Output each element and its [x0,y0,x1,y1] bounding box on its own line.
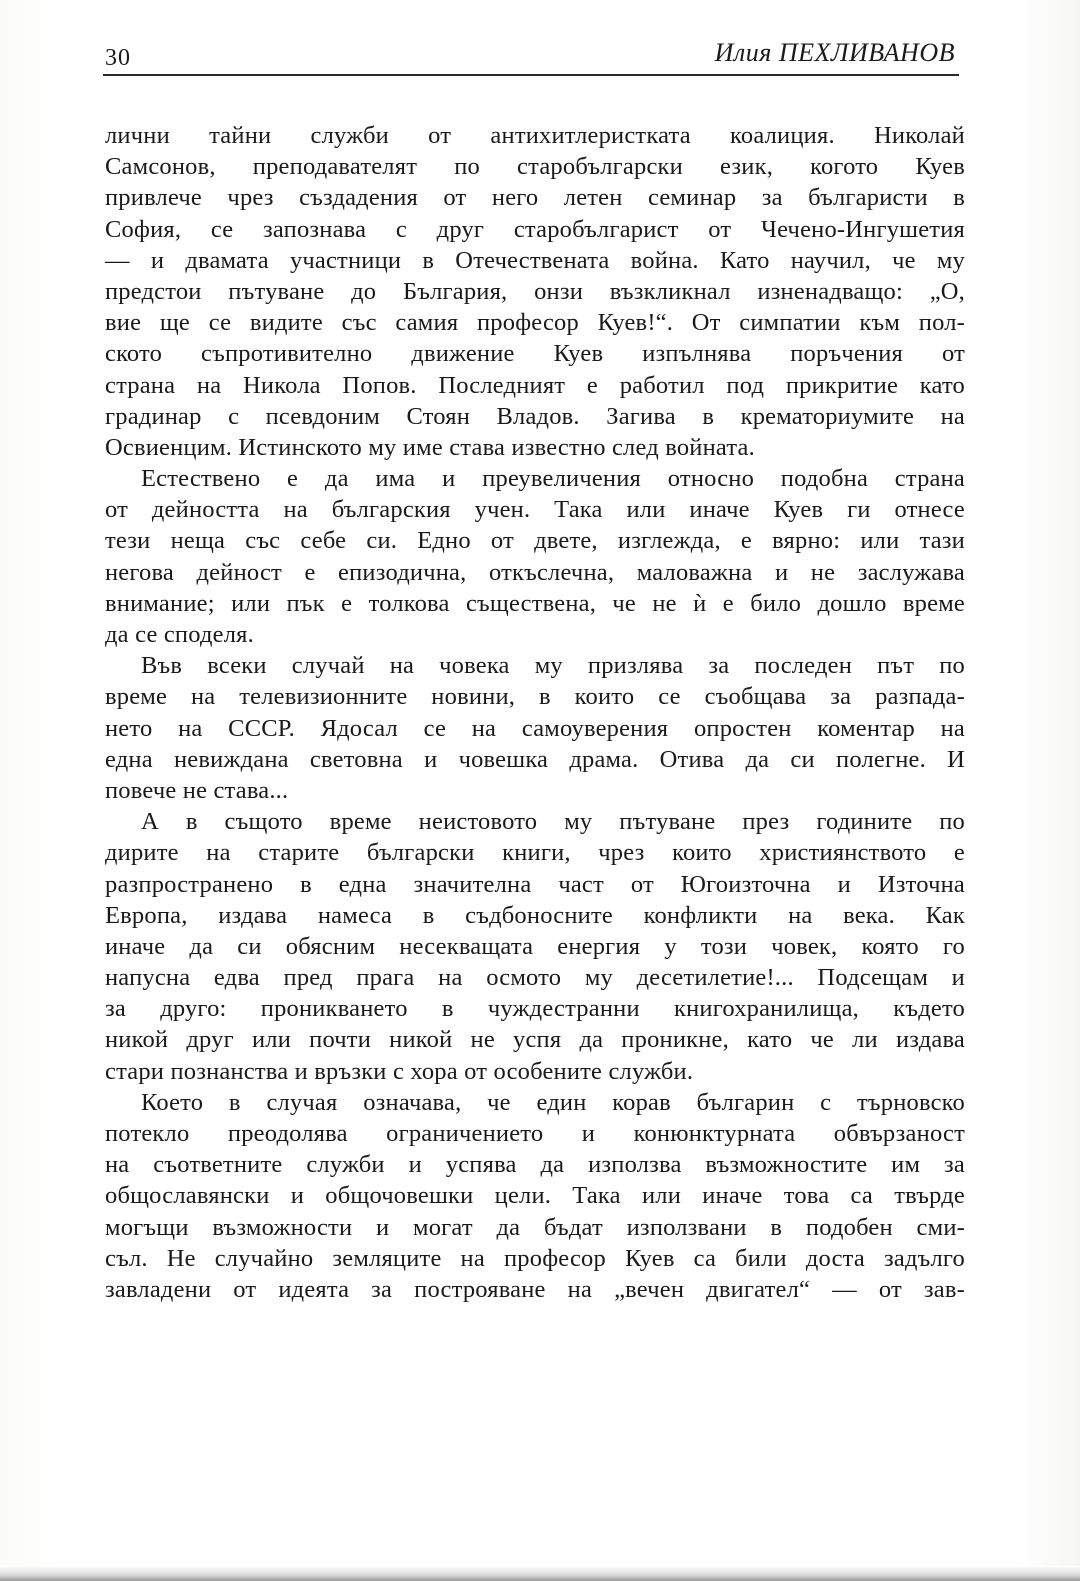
text-line: негова дейност е епизодична, откъслечна, маловажна и не заслужава [105,558,965,586]
text-line: Естествено е да има и преувеличения относно подобна страна [141,465,965,493]
paragraph [105,806,965,1087]
text-line: за друго: проникването в чуждестранни книгохранилища, където [105,995,965,1023]
text-line: градинар с псевдоним Стоян Владов. Загива в крематориумите на [105,402,965,430]
text-line: на съответните служби и успява да използва възможностите им за [105,1151,965,1179]
text-line: страна на Никола Попов. Последният е работил под прикритие като [105,371,965,399]
text-line: Самсонов, преподавателят по старобългарски език, когото Куев [105,153,965,181]
text-line: Което в случая означава, че един корав българин с търновско [141,1088,965,1116]
running-header [103,38,959,76]
text-line: стари познанства и връзки с хора от особените служби. [105,1057,694,1085]
text-line: лични тайни служби от антихитлеристката коалиция. Николай [105,122,965,149]
text-line: Освиенцим. Истинското му име става известно след войната. [105,433,755,461]
page-bottom-edge [0,1566,1080,1581]
text-line: време на телевизионните новини, в които се съобщава за разпада- [105,683,965,711]
text-line: дирите на старите български книги, чрез които християнството е [105,839,965,867]
text-line: — и двамата участници в Отечествената война. Като научил, че му [105,246,965,274]
text-line: А в същото време неистовото му пътуване през годините по [141,808,965,836]
text-line: Във всеки случай на човека му призлява за последен път по [141,652,965,680]
text-line: потекло преодолява ограничението и конюнктурната обвързаност [105,1120,965,1147]
text-line: София, се запознава с друг старобългарист от Чечено-Ингушетия [105,215,965,243]
paragraph [105,650,965,806]
text-line: нето на СССР. Ядосал се на самоуверения опростен коментар на [105,714,965,742]
text-line: могъщи възможности и могат да бъдат използвани в подобен сми- [105,1213,965,1241]
text-line: да се споделя. [105,621,254,648]
text-line: една невиждана световна и човешка драма. Отива да си полегне. И [105,745,965,773]
text-line: тези неща със себе си. Едно от двете, изглежда, е вярно: или тази [105,527,965,555]
text-line: привлече чрез създадения от него летен семинар за българисти в [105,184,965,212]
text-line: внимание; или пък е толкова съществена, че не ѝ е било дошло време [105,589,965,617]
text-line: вие ще се видите със самия професор Куев!“. От симпатии към пол- [105,309,965,337]
text-line: ското съпротивително движение Куев изпълнява поръчения от [105,340,965,368]
text-line: съл. Не случайно земляците на професор Куев са били доста задълго [105,1244,965,1272]
paragraph [105,1087,965,1305]
paragraph [105,120,965,463]
running-header-author: Илия ПЕХЛИВАНОВ [714,38,955,67]
paragraph [105,463,965,650]
text-line: никой друг или почти никой не успя да проникне, като че ли издава [105,1026,965,1054]
text-line: иначе да си обясним несекващата енергия у този човек, която го [105,932,965,960]
text-line: завладени от идеята за построяване на „вечен двигател“ — от зав- [105,1275,965,1303]
page-number: 30 [105,45,131,71]
text-line: напусна едва пред прага на осмото му десетилетие!... Подсещам и [105,964,965,992]
text-line: разпространено в една значителна част от Югоизточна и Източна [105,870,965,898]
text-line: повече не става... [105,776,289,804]
text-line: предстои пътуване до България, онзи възкликнал изненадващо: „О, [105,277,965,305]
text-line: от дейността на българския учен. Така или иначе Куев ги отнесе [105,496,965,524]
text-line: Европа, издава намеса в съдбоносните конфликти на века. Как [105,901,965,929]
body-text [105,120,965,1305]
text-line: общославянски и общочовешки цели. Така или иначе това са твърде [105,1182,965,1210]
